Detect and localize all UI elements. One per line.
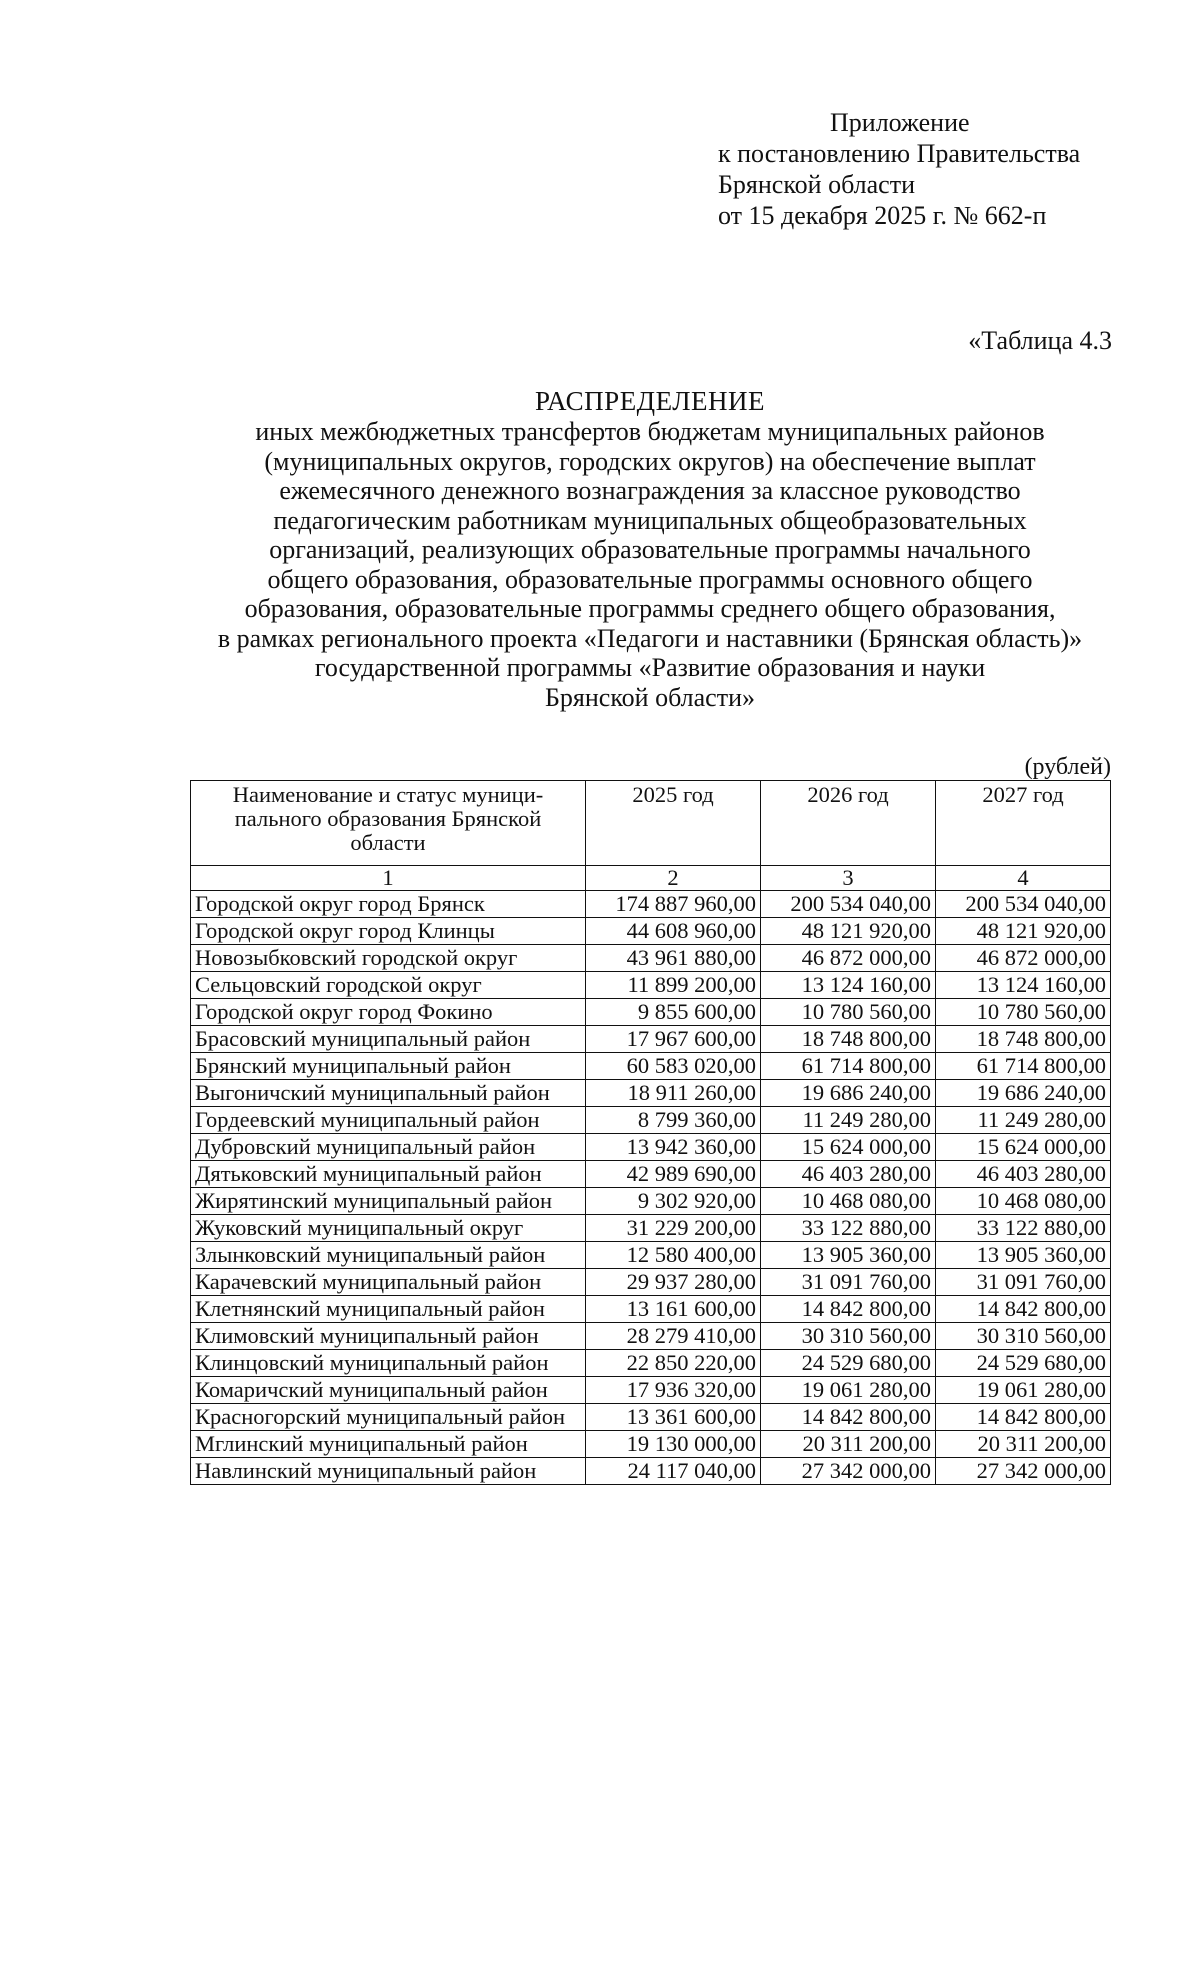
table-number: «Таблица 4.3	[968, 326, 1112, 355]
amount-cell: 19 061 280,00	[936, 1377, 1111, 1404]
column-number: 1	[191, 866, 586, 891]
amount-cell: 17 967 600,00	[586, 1026, 761, 1053]
amount-cell: 10 468 080,00	[936, 1188, 1111, 1215]
table-row	[191, 1053, 1111, 1080]
title-line: иных межбюджетных трансфертов бюджетам муниципальных районов	[255, 417, 1045, 446]
municipality-name-cell: Городской округ город Брянск	[191, 891, 586, 918]
header-name: Наименование и статус муници-пального образования Брянской области	[191, 781, 586, 866]
header-2025: 2025 год	[586, 781, 761, 866]
table-header-row	[191, 781, 1111, 866]
amount-cell: 18 748 800,00	[936, 1026, 1111, 1053]
title-line: общего образования, образовательные программы основного общего	[267, 564, 1033, 594]
title-line: Брянской области»	[545, 682, 755, 712]
amount-cell: 61 714 800,00	[936, 1053, 1111, 1080]
amount-cell: 9 855 600,00	[586, 999, 761, 1026]
amount-cell: 14 842 800,00	[936, 1404, 1111, 1431]
amount-cell: 24 529 680,00	[761, 1350, 936, 1377]
amount-cell: 13 361 600,00	[586, 1404, 761, 1431]
table-body	[191, 891, 1111, 1485]
amount-cell: 14 842 800,00	[936, 1296, 1111, 1323]
amount-cell: 14 842 800,00	[761, 1404, 936, 1431]
municipality-name-cell: Навлинский муниципальный район	[191, 1458, 586, 1485]
appendix-line-4: от 15 декабря 2025 г. № 662-п	[718, 201, 1047, 230]
table-row	[191, 1269, 1111, 1296]
municipality-name-cell: Дятьковский муниципальный район	[191, 1161, 586, 1188]
amount-cell: 20 311 200,00	[936, 1431, 1111, 1458]
amount-cell: 24 117 040,00	[586, 1458, 761, 1485]
amount-cell: 46 403 280,00	[761, 1161, 936, 1188]
municipality-name-cell: Жуковский муниципальный округ	[191, 1215, 586, 1242]
amount-cell: 9 302 920,00	[586, 1188, 761, 1215]
municipality-name-cell: Городской округ город Клинцы	[191, 918, 586, 945]
amount-cell: 46 872 000,00	[761, 945, 936, 972]
amount-cell: 46 872 000,00	[936, 945, 1111, 972]
appendix-block	[718, 107, 1080, 231]
amount-cell: 48 121 920,00	[936, 918, 1111, 945]
amount-cell: 43 961 880,00	[586, 945, 761, 972]
municipality-name-cell: Красногорский муниципальный район	[191, 1404, 586, 1431]
amount-cell: 174 887 960,00	[586, 891, 761, 918]
amount-cell: 14 842 800,00	[761, 1296, 936, 1323]
municipality-name-cell: Сельцовский городской округ	[191, 972, 586, 999]
column-number: 2	[586, 866, 761, 891]
amount-cell: 44 608 960,00	[586, 918, 761, 945]
amount-cell: 19 686 240,00	[761, 1080, 936, 1107]
column-number: 3	[761, 866, 936, 891]
amount-cell: 10 780 560,00	[936, 999, 1111, 1026]
table-row	[191, 918, 1111, 945]
amount-cell: 13 905 360,00	[761, 1242, 936, 1269]
column-number: 4	[936, 866, 1111, 891]
municipality-name-cell: Клинцовский муниципальный район	[191, 1350, 586, 1377]
table-row	[191, 999, 1111, 1026]
municipality-name-cell: Дубровский муниципальный район	[191, 1134, 586, 1161]
amount-cell: 27 342 000,00	[761, 1458, 936, 1485]
amount-cell: 31 229 200,00	[586, 1215, 761, 1242]
municipality-name-cell: Брасовский муниципальный район	[191, 1026, 586, 1053]
amount-cell: 29 937 280,00	[586, 1269, 761, 1296]
table-row	[191, 1080, 1111, 1107]
table-row	[191, 1134, 1111, 1161]
municipality-name-cell: Комаричский муниципальный район	[191, 1377, 586, 1404]
title-heading: РАСПРЕДЕЛЕНИЕ	[534, 386, 766, 416]
municipality-name-cell: Выгоничский муниципальный район	[191, 1080, 586, 1107]
amount-cell: 33 122 880,00	[936, 1215, 1111, 1242]
table-row	[191, 1026, 1111, 1053]
amount-cell: 30 310 560,00	[936, 1323, 1111, 1350]
amount-cell: 22 850 220,00	[586, 1350, 761, 1377]
header-2026: 2026 год	[761, 781, 936, 866]
table-row	[191, 972, 1111, 999]
title-line: организаций, реализующих образовательные программы начального	[269, 535, 1031, 564]
title-line: в рамках регионального проекта «Педагоги и наставники (Брянская область)»	[217, 623, 1083, 653]
table-row	[191, 1377, 1111, 1404]
table-row	[191, 1296, 1111, 1323]
amount-cell: 24 529 680,00	[936, 1350, 1111, 1377]
amount-cell: 18 911 260,00	[586, 1080, 761, 1107]
table-row	[191, 1458, 1111, 1485]
amount-cell: 20 311 200,00	[761, 1431, 936, 1458]
amount-cell: 10 468 080,00	[761, 1188, 936, 1215]
amount-cell: 200 534 040,00	[761, 891, 936, 918]
municipality-name-cell: Климовский муниципальный район	[191, 1323, 586, 1350]
table-row	[191, 1161, 1111, 1188]
amount-cell: 19 061 280,00	[761, 1377, 936, 1404]
municipality-name-cell: Клетнянский муниципальный район	[191, 1296, 586, 1323]
table-row	[191, 1431, 1111, 1458]
amount-cell: 13 161 600,00	[586, 1296, 761, 1323]
amount-cell: 13 124 160,00	[936, 972, 1111, 999]
document-title	[150, 386, 1150, 712]
table-row	[191, 1107, 1111, 1134]
amount-cell: 46 403 280,00	[936, 1161, 1111, 1188]
table-row	[191, 945, 1111, 972]
amount-cell: 31 091 760,00	[936, 1269, 1111, 1296]
amount-cell: 48 121 920,00	[761, 918, 936, 945]
municipality-name-cell: Злынковский муниципальный район	[191, 1242, 586, 1269]
amount-cell: 27 342 000,00	[936, 1458, 1111, 1485]
table-row	[191, 891, 1111, 918]
table-row	[191, 1242, 1111, 1269]
amount-cell: 200 534 040,00	[936, 891, 1111, 918]
amount-cell: 10 780 560,00	[761, 999, 936, 1026]
amount-cell: 13 942 360,00	[586, 1134, 761, 1161]
amount-cell: 13 905 360,00	[936, 1242, 1111, 1269]
municipality-name-cell: Брянский муниципальный район	[191, 1053, 586, 1080]
title-line: (муниципальных округов, городских округов) на обеспечение выплат	[264, 446, 1036, 476]
amount-cell: 15 624 000,00	[761, 1134, 936, 1161]
table-row	[191, 1404, 1111, 1431]
amount-cell: 30 310 560,00	[761, 1323, 936, 1350]
title-line: ежемесячного денежного вознаграждения за классное руководство	[279, 476, 1021, 505]
amount-cell: 8 799 360,00	[586, 1107, 761, 1134]
municipality-name-cell: Городской округ город Фокино	[191, 999, 586, 1026]
appendix-line-3: Брянской области	[718, 170, 915, 199]
municipality-name-cell: Гордеевский муниципальный район	[191, 1107, 586, 1134]
amount-cell: 13 124 160,00	[761, 972, 936, 999]
amount-cell: 31 091 760,00	[761, 1269, 936, 1296]
table-row	[191, 1215, 1111, 1242]
amount-cell: 11 249 280,00	[761, 1107, 936, 1134]
table-row	[191, 1188, 1111, 1215]
title-line: педагогическим работникам муниципальных общеобразовательных	[273, 505, 1027, 535]
amount-cell: 15 624 000,00	[936, 1134, 1111, 1161]
amount-cell: 12 580 400,00	[586, 1242, 761, 1269]
distribution-table	[190, 780, 1111, 1485]
municipality-name-cell: Мглинский муниципальный район	[191, 1431, 586, 1458]
table-row	[191, 1323, 1111, 1350]
amount-cell: 60 583 020,00	[586, 1053, 761, 1080]
appendix-line-2: к постановлению Правительства	[718, 139, 1081, 168]
units-label: (рублей)	[1024, 754, 1111, 780]
appendix-line-1: Приложение	[830, 108, 970, 137]
amount-cell: 11 249 280,00	[936, 1107, 1111, 1134]
amount-cell: 61 714 800,00	[761, 1053, 936, 1080]
amount-cell: 19 686 240,00	[936, 1080, 1111, 1107]
amount-cell: 42 989 690,00	[586, 1161, 761, 1188]
amount-cell: 33 122 880,00	[761, 1215, 936, 1242]
municipality-name-cell: Жирятинский муниципальный район	[191, 1188, 586, 1215]
title-line: государственной программы «Развитие образования и науки	[314, 653, 986, 682]
municipality-name-cell: Карачевский муниципальный район	[191, 1269, 586, 1296]
amount-cell: 17 936 320,00	[586, 1377, 761, 1404]
amount-cell: 19 130 000,00	[586, 1431, 761, 1458]
amount-cell: 11 899 200,00	[586, 972, 761, 999]
column-number-row	[191, 866, 1111, 891]
title-line: образования, образовательные программы среднего общего образования,	[244, 594, 1056, 623]
amount-cell: 28 279 410,00	[586, 1323, 761, 1350]
municipality-name-cell: Новозыбковский городской округ	[191, 945, 586, 972]
table-row	[191, 1350, 1111, 1377]
amount-cell: 18 748 800,00	[761, 1026, 936, 1053]
header-2027: 2027 год	[936, 781, 1111, 866]
